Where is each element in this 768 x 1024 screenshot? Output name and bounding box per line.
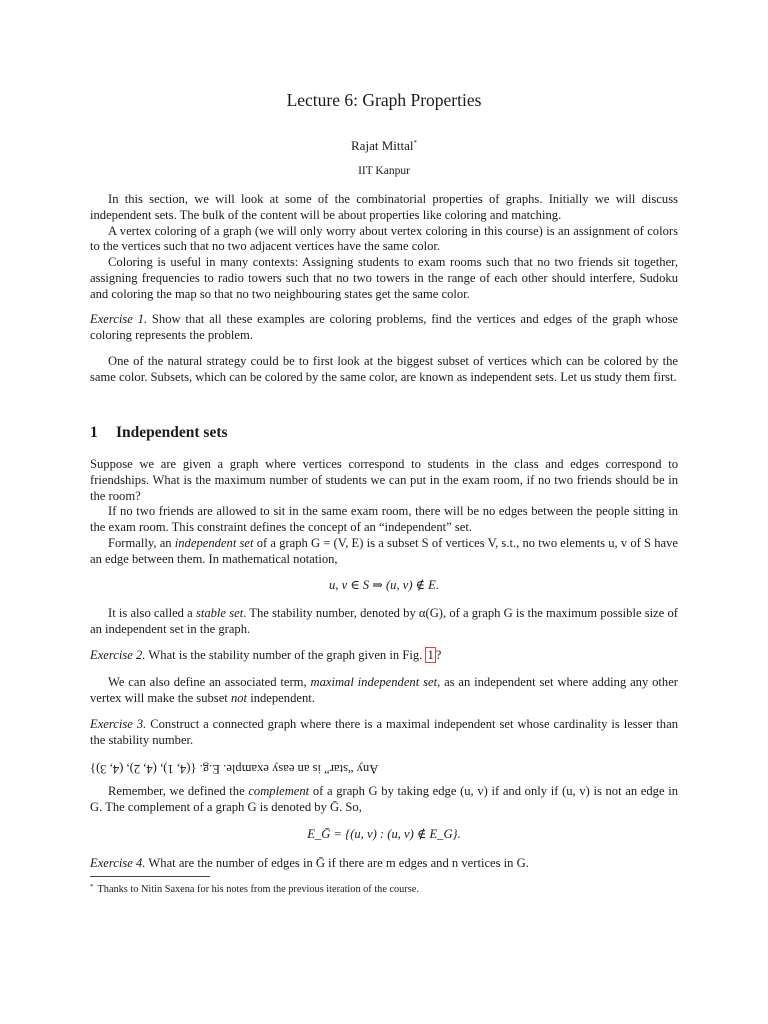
intro-paragraphs xyxy=(90,192,678,303)
term-maximal-independent-set: maximal independent set xyxy=(310,675,438,689)
affiliation: IIT Kanpur xyxy=(358,165,410,177)
section-title: Independent sets xyxy=(116,424,228,441)
exercise-4-text: What are the number of edges in Ḡ if there are m edges and n vertices in G. xyxy=(148,856,529,870)
intro-paragraph-2: A vertex coloring of a graph (we will only worry about vertex coloring in this course) is an assignment of colors to the vertices such that no two adjacent vertices have the same color. xyxy=(90,223,678,254)
exercise-2: Exercise 2. What is the stability number of the graph given in Fig. 1 ? xyxy=(90,648,442,662)
exercise-2-text: What is the stability number of the graph given in Fig. xyxy=(148,648,423,662)
footnote xyxy=(90,881,419,896)
footnote-text: Thanks to Nitin Saxena for his notes from the previous iteration of the course. xyxy=(97,884,419,895)
exercise-3-label: Exercise 3. xyxy=(90,717,147,731)
section-heading xyxy=(90,424,228,442)
intro-paragraph-4: One of the natural strategy could be to first look at the biggest subset of vertices which can be colored by the same color. Subsets, which can be colored by the same color, are known as independent sets. Let us study them first. xyxy=(90,354,678,384)
exercise-2-label: Exercise 2. xyxy=(90,648,146,662)
section-1-paragraph-1: Suppose we are given a graph where vertices correspond to students in the class and edges correspond to friendships. What is the maximum number of students we can put in the exam room, if no two friends should be in the room? xyxy=(90,457,678,503)
author xyxy=(90,136,678,154)
complement-paragraph: Remember, we defined the complement of a graph G by taking edge (u, v) if and only if (u, v) is not an edge in G. The complement of a graph G is denoted by Ḡ. So, xyxy=(90,784,678,814)
exercise-1-label: Exercise 1. xyxy=(90,312,148,326)
footnote-mark: * xyxy=(90,883,94,891)
intro-paragraph-3: Coloring is useful in many contexts: Assigning students to exam rooms such that no two friends sit together, assigning frequencies to radio towers such that no two towers in the range of each other should interfere, Sudoku and coloring the map so that no two neighbouring states get the same color. xyxy=(90,255,678,301)
stable-set-paragraph: It is also called a stable set. The stability number, denoted by α(G), of a graph G is the maximum possible size of an independent set in the graph. xyxy=(90,606,678,636)
intro-paragraph-1: In this section, we will look at some of the combinatorial properties of graphs. Initially we will discuss independent sets. The bulk of the content will be about properties like coloring and matching. xyxy=(90,192,678,222)
math-independence-condition: u, v ∈ S ⇒ (u, v) ∉ E. xyxy=(329,578,439,592)
exercise-4 xyxy=(90,856,678,872)
exercise-3 xyxy=(90,717,678,749)
footnote-divider xyxy=(90,876,210,877)
maximal-set-paragraph: We can also define an associated term, maximal independent set, as an independent set where adding any other vertex will make the subset not independent. xyxy=(90,675,678,705)
page-title: Lecture 6: Graph Properties xyxy=(286,90,482,110)
term-stable-set: stable set xyxy=(195,606,244,620)
term-not: not xyxy=(230,690,248,705)
term-independent-set: independent set xyxy=(174,535,254,550)
intro-paragraph-4-block xyxy=(90,354,678,386)
term-complement: complement xyxy=(248,784,310,798)
exercise-4-label: Exercise 4. xyxy=(90,856,146,870)
section-1-paragraph-2: If no two friends are allowed to sit in the same exam room, there will be no edges between the people sitting in the exam room. This constraint defines the concept of an “independent” set. xyxy=(90,504,678,535)
exercise-1-text: Show that all these examples are coloring problems, find the vertices and edges of the graph whose coloring represents the problem. xyxy=(90,312,678,342)
upside-down-hint: Any “star” is an easy example. E.g. {(4, 1), (4, 2), (4, 3)} xyxy=(90,761,379,776)
section-1-paragraphs xyxy=(90,457,678,568)
figure-reference-link[interactable]: 1 xyxy=(427,648,434,662)
exercise-3-text: Construct a connected graph where there is a maximal independent set whose cardinality is lesser than the stability number. xyxy=(90,717,678,747)
section-1-paragraph-3: Formally, an independent set of a graph G = (V, E) is a subset S of vertices V, s.t., no two elements u, v of S have an edge between them. In mathematical notation, xyxy=(90,535,678,566)
author-footnote-mark: * xyxy=(413,139,417,147)
math-complement-edges: E_Ḡ = {(u, v) : (u, v) ∉ E_G}. xyxy=(307,827,461,841)
section-number: 1 xyxy=(90,424,98,441)
author-name: Rajat Mittal xyxy=(351,138,414,153)
exercise-1 xyxy=(90,312,678,344)
